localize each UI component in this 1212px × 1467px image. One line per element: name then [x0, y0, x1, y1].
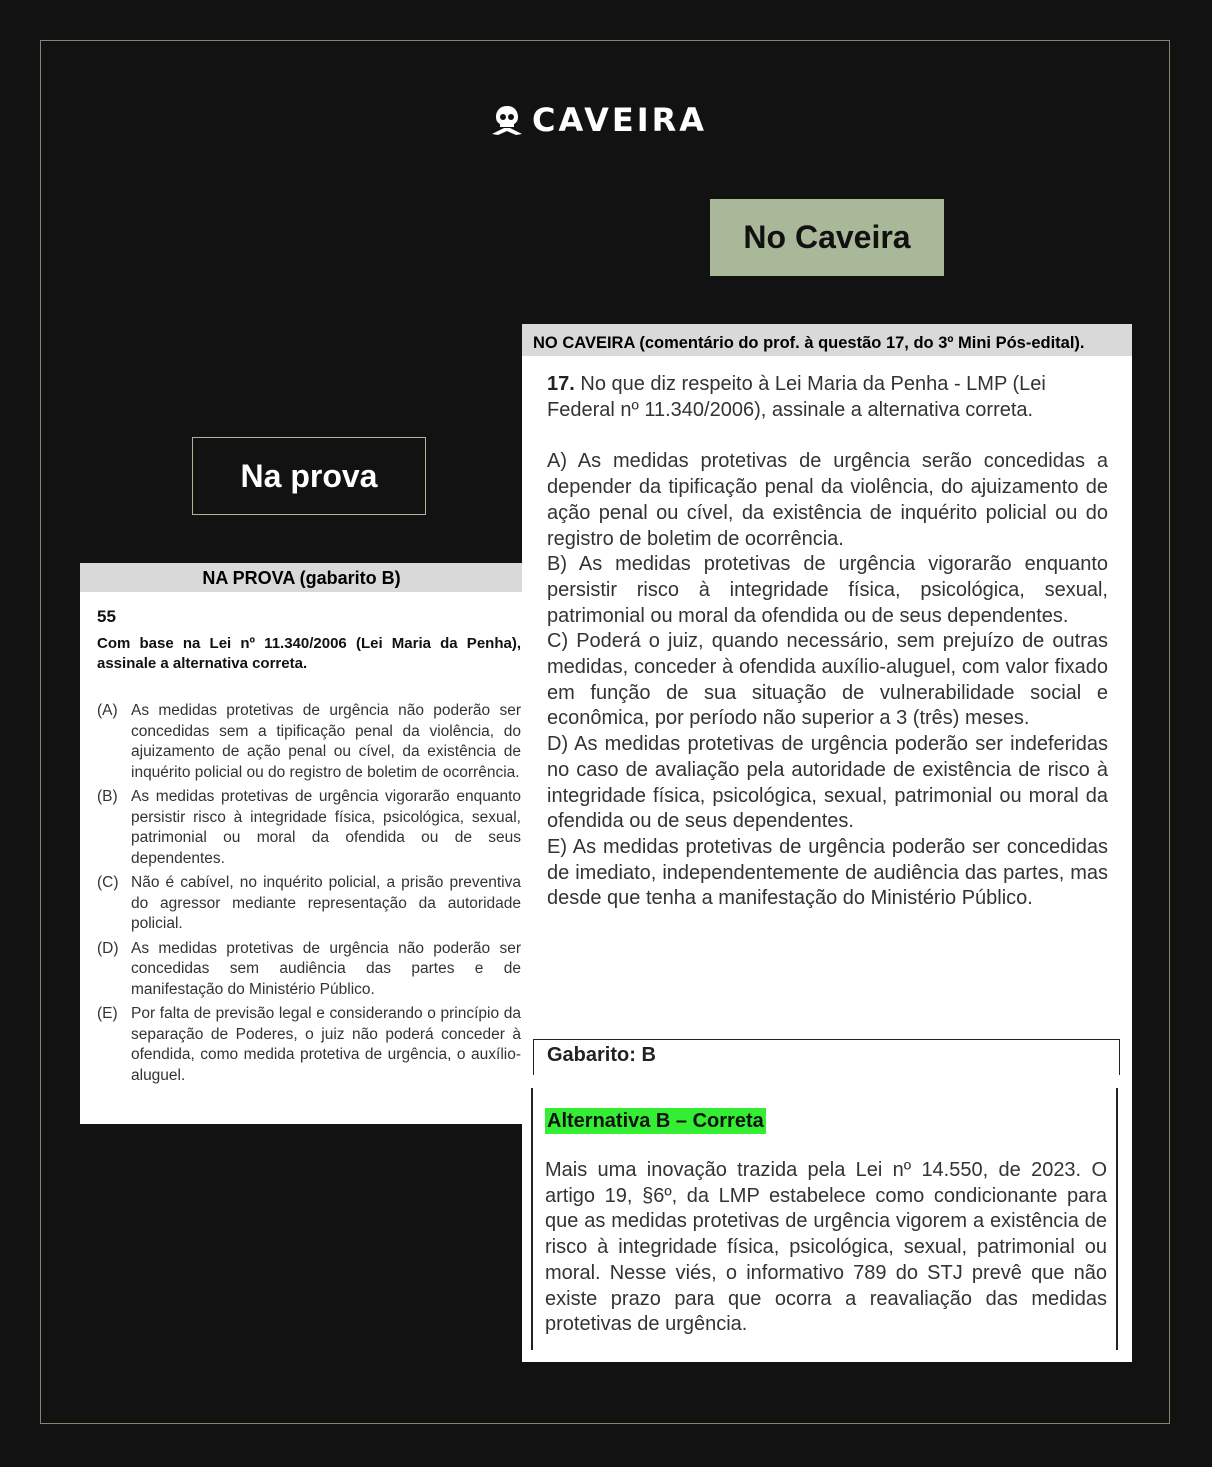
options-list: [97, 701, 521, 1090]
option-c: [97, 873, 521, 935]
question-stem: [547, 372, 1108, 423]
option-b: [97, 787, 521, 869]
option-letter: (B): [97, 788, 118, 805]
question-number: 17.: [547, 373, 575, 395]
answer-key: Gabarito: B: [547, 1044, 656, 1066]
logo-text: CAVEIRA: [532, 101, 708, 139]
option-text: As medidas protetivas de urgência não poderão ser concedidas sem a tipificação penal da violência, do ajuizamento de ação penal ou cível, da existência de inquérito policial ou do registro de boletim de ocorrência.: [131, 702, 521, 781]
option-text: As medidas protetivas de urgência não poderão ser concedidas sem audiência das partes e de manifestação do Ministério Público.: [131, 939, 521, 998]
option-letter: (C): [97, 874, 119, 891]
option-letter: (E): [97, 1005, 118, 1022]
option-e: E) As medidas protetivas de urgência poderão ser concedidas de imediato, independentemente de audiência das partes, mas desde que tenha a manifestação do Ministério Público.: [547, 835, 1108, 910]
question-stem: Com base na Lei nº 11.340/2006 (Lei Maria da Penha), assinale a alternativa correta.: [97, 635, 521, 672]
option-b: B) As medidas protetivas de urgência vigorarão enquanto persistir risco à integridade física, psicológica, sexual, patrimonial ou moral da ofendida ou de seus dependentes.: [547, 553, 1108, 627]
option-text: Por falta de previsão legal e considerando o princípio da separação de Poderes, o juiz não poderá conceder à ofendida, como medida protetiva de urgência, o auxílio-aluguel.: [131, 1005, 521, 1084]
caveira-question-card: [522, 324, 1132, 1362]
answer-key-box: [533, 1039, 1120, 1075]
exam-question-card: [80, 563, 523, 1124]
caveira-card-header: NO CAVEIRA (comentário do prof. à questão 17, do 3º Mini Pós-edital).: [522, 324, 1132, 356]
comment-text: Mais uma inovação trazida pela Lei nº 14.550, de 2023. O artigo 19, §6º, da LMP estabelece como condicionante para que as medidas protetivas de urgência vigorem a existência de risco à integridade física, psicológica, sexual, patrimonial ou moral. Nesse viés, o informativo 789 do STJ prevê que não existe prazo para que ocorra a reavaliação das medidas protetivas de urgência.: [545, 1159, 1107, 1336]
correct-answer-highlight: Alternativa B – Correta: [547, 1110, 764, 1132]
option-a: A) As medidas protetivas de urgência serão concedidas a depender da tipificação penal da violência, do ajuizamento de ação penal ou cível, da existência de inquérito policial ou do registro de boletim de ocorrência.: [547, 450, 1108, 550]
question-stem-text: No que diz respeito à Lei Maria da Penha - LMP (Lei Federal nº 11.340/2006), assinale a alternativa correta.: [547, 373, 1046, 421]
exam-card-header: NA PROVA (gabarito B): [80, 563, 523, 592]
option-letter: (A): [97, 702, 118, 719]
option-text: As medidas protetivas de urgência vigorarão enquanto persistir risco à integridade física, psicológica, sexual, patrimonial ou moral da ofendida ou de seus dependentes.: [131, 788, 521, 867]
option-text: Não é cabível, no inquérito policial, a prisão preventiva do agressor mediante representação da autoridade policial.: [131, 874, 521, 932]
option-d: D) As medidas protetivas de urgência poderão ser indeferidas no caso de avaliação pela autoridade de existência de risco à integridade física, psicológica, sexual, patrimonial ou moral da ofendida ou de seus dependentes.: [547, 733, 1108, 833]
logo: [490, 100, 707, 140]
option-c: C) Poderá o juiz, quando necessário, sem prejuízo de outras medidas, conceder à ofendida auxílio-aluguel, com valor fixado em função de sua situação de vulnerabilidade social e econômica, por período não superior a 3 (três) meses.: [547, 630, 1108, 730]
option-e: [97, 1004, 521, 1086]
skull-icon: [490, 104, 524, 136]
na-prova-badge: Na prova: [192, 437, 426, 515]
no-caveira-badge: No Caveira: [710, 199, 944, 276]
question-number: 55: [97, 607, 116, 626]
caveira-question-body: [547, 372, 1108, 912]
option-letter: (D): [97, 939, 119, 957]
option-d: [97, 939, 521, 1001]
comment-box: [531, 1088, 1118, 1350]
option-a: [97, 701, 521, 783]
